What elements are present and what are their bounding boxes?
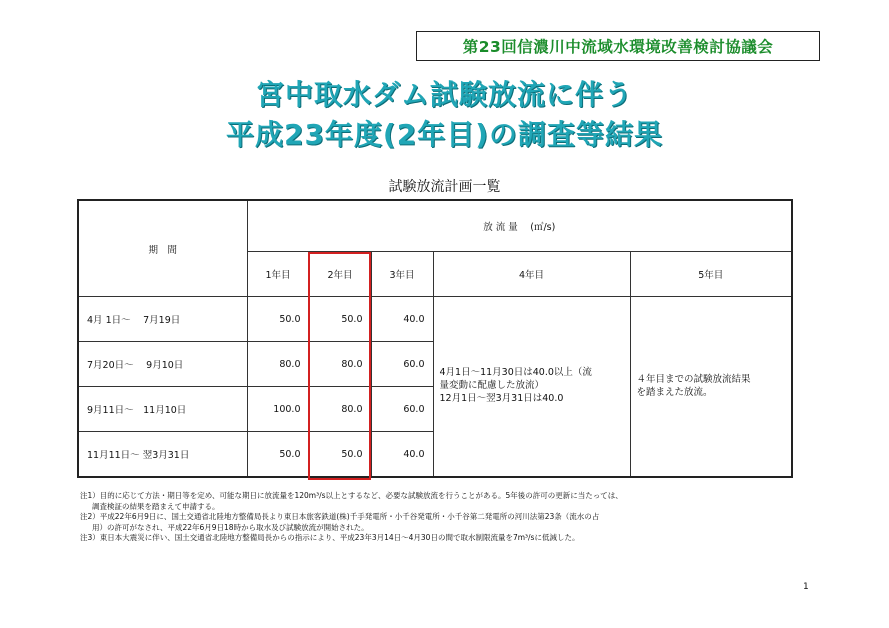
year5-line-1: ４年目までの試験放流結果 (636, 373, 751, 385)
period-cell: 4月 1日～ 7月19日 (78, 297, 247, 342)
year3-value: 60.0 (371, 342, 433, 387)
note-1-line-1: 注1）目的に応じて方法・期日等を定め、可能な期日に放流量を120m³/s以上とするなど、必要な試験放流を行うことがある。5年後の許可の更新に当たっては、 (80, 491, 623, 500)
year1-value: 100.0 (247, 387, 309, 432)
year1-value: 50.0 (247, 432, 309, 478)
year2-value: 80.0 (309, 342, 371, 387)
council-name: 第23回信濃川中流域水環境改善検討協議会 (462, 38, 774, 56)
table-header-row (78, 200, 792, 252)
year4-line-3: 12月1日～翌3月31日は40.0 (439, 392, 564, 404)
year2-value: 50.0 (309, 297, 371, 342)
year2-value: 80.0 (309, 387, 371, 432)
year2-value: 50.0 (309, 432, 371, 478)
page-number: 1 (803, 582, 809, 592)
flow-header: 放 流 量 (㎥/s) (247, 200, 792, 252)
table-row (78, 297, 792, 342)
year4-line-2: 量変動に配慮した放流） (439, 380, 545, 392)
year4-description (433, 297, 630, 478)
year-header-3: 3年目 (371, 252, 433, 297)
table-caption: 試験放流計画一覧 (388, 179, 501, 195)
year3-value: 40.0 (371, 432, 433, 478)
year-header-1: 1年目 (247, 252, 309, 297)
year4-line-1: 4月1日～11月30日は40.0以上（流 (439, 367, 592, 379)
year5-description (630, 297, 792, 478)
year3-value: 40.0 (371, 297, 433, 342)
period-cell: 9月11日～ 11月10日 (78, 387, 247, 432)
year-header-2: 2年目 (309, 252, 371, 297)
note-2-line-2: 用）の許可がなされ、平成22年6月9日18時から取水及び試験放流が開始された。 (92, 522, 369, 532)
council-name-box (416, 31, 820, 61)
period-cell: 7月20日～ 9月10日 (78, 342, 247, 387)
note-2-line-1: 注2）平成22年6月9日に、国土交通省北陸地方整備局長より東日本旅客鉄道(株)千手発電所・小千谷発電所・小千谷第二発電所の河川法第23条（流水の占 (80, 512, 600, 521)
note-3: 注3）東日本大震災に伴い、国土交通省北陸地方整備局長からの指示により、平成23年3月14日～4月30日の間で取水制限流量を7m³/sに低減した。 (80, 533, 580, 542)
footnotes (80, 491, 800, 544)
title-line-1: 宮中取水ダム試験放流に伴う (255, 78, 633, 111)
period-header: 期 間 (78, 200, 247, 297)
period-cell: 11月11日～ 翌3月31日 (78, 432, 247, 478)
year1-value: 50.0 (247, 297, 309, 342)
year3-value: 60.0 (371, 387, 433, 432)
year-header-4: 4年目 (433, 252, 630, 297)
note-1-line-2: 調査検証の結果を踏まえて申請する。 (92, 501, 220, 511)
title-line-2: 平成23年度(2年目)の調査等結果 (225, 118, 664, 151)
year-header-5: 5年目 (630, 252, 792, 297)
year5-line-2: を踏まえた放流。 (636, 386, 713, 398)
release-plan-table (77, 199, 793, 478)
year1-value: 80.0 (247, 342, 309, 387)
